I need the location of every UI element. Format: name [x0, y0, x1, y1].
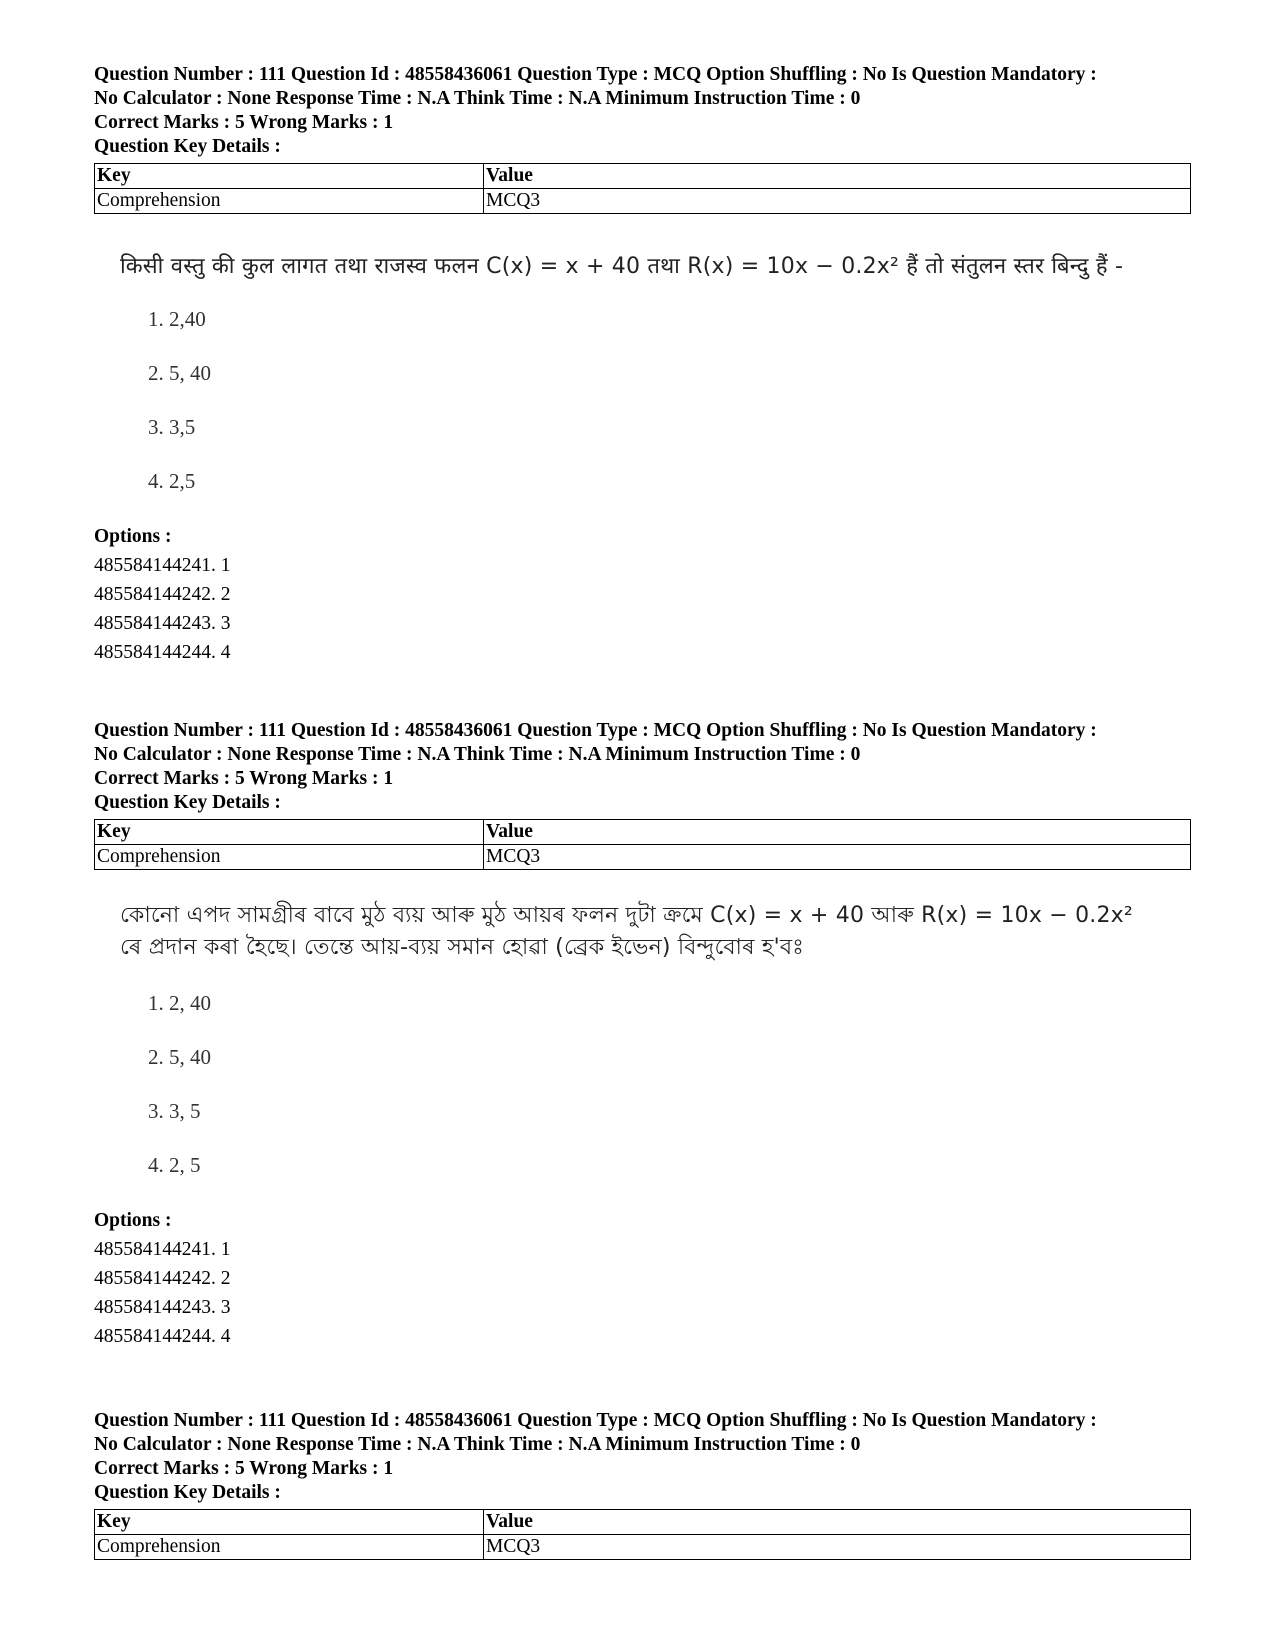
question-options — [148, 292, 1194, 508]
question-text — [120, 250, 1194, 280]
option-line: 485584144242. 2 — [94, 1268, 231, 1289]
question-option: 2. 5, 40 — [148, 361, 211, 385]
cell-value: MCQ3 — [484, 189, 1191, 214]
question-option: 2. 5, 40 — [148, 1045, 211, 1069]
key-details-table — [94, 819, 1191, 870]
header-value: Value — [484, 1510, 1191, 1535]
question-option: 3. 3,5 — [148, 415, 196, 439]
key-details-table — [94, 163, 1191, 214]
question-text — [120, 900, 1194, 964]
question-option: 1. 2,40 — [148, 307, 206, 331]
question-meta — [94, 719, 1194, 815]
cell-value: MCQ3 — [484, 1535, 1191, 1560]
key-details-heading: Question Key Details : — [94, 1482, 281, 1503]
cell-key: Comprehension — [95, 845, 484, 870]
options-label: Options : — [94, 1210, 172, 1231]
option-line: 485584144244. 4 — [94, 1326, 231, 1347]
option-line: 485584144242. 2 — [94, 584, 231, 605]
question-line: ৰে প্ৰদান কৰা হৈছে। তেন্তে আয়-ব্যয় সমান হোৱা (ব্ৰেক ইভেন) বিন্দুবোৰ হ'বঃ — [120, 935, 805, 960]
header-key: Key — [95, 820, 484, 845]
question-option: 4. 2,5 — [148, 469, 196, 493]
question-option: 1. 2, 40 — [148, 991, 211, 1015]
table-row — [95, 845, 1191, 870]
table-row — [95, 189, 1191, 214]
question-line: কোনো এপদ সামগ্ৰীৰ বাবে মুঠ ব্যয় আৰু মুঠ আয়ৰ ফলন দুটা ক্ৰমে C(x) = x + 40 আৰু R(x) = 10x − 0.2x² — [120, 903, 1133, 928]
cell-value: MCQ3 — [484, 845, 1191, 870]
meta-line-1: Question Number : 111 Question Id : 48558436061 Question Type : MCQ Option Shuffling : No Is Question Mandatory : — [94, 1410, 1097, 1431]
question-line: किसी वस्तु की कुल लागत तथा राजस्व फलन C(x) = x + 40 तथा R(x) = 10x − 0.2x² हैं तो संतुलन स्तर बिन्दु हैं - — [120, 254, 1124, 279]
marks-line: Correct Marks : 5 Wrong Marks : 1 — [94, 112, 394, 133]
header-key: Key — [95, 164, 484, 189]
header-value: Value — [484, 820, 1191, 845]
meta-line-2: No Calculator : None Response Time : N.A Think Time : N.A Minimum Instruction Time : 0 — [94, 744, 861, 765]
question-block-2 — [94, 719, 1194, 1351]
key-details-heading: Question Key Details : — [94, 792, 281, 813]
cell-key: Comprehension — [95, 189, 484, 214]
meta-line-2: No Calculator : None Response Time : N.A Think Time : N.A Minimum Instruction Time : 0 — [94, 1434, 861, 1455]
question-option: 3. 3, 5 — [148, 1099, 201, 1123]
option-line: 485584144244. 4 — [94, 642, 231, 663]
question-meta — [94, 1409, 1194, 1505]
header-value: Value — [484, 164, 1191, 189]
meta-line-1: Question Number : 111 Question Id : 48558436061 Question Type : MCQ Option Shuffling : No Is Question Mandatory : — [94, 720, 1097, 741]
header-key: Key — [95, 1510, 484, 1535]
option-line: 485584144243. 3 — [94, 613, 231, 634]
marks-line: Correct Marks : 5 Wrong Marks : 1 — [94, 1458, 394, 1479]
question-option: 4. 2, 5 — [148, 1153, 201, 1177]
option-line: 485584144241. 1 — [94, 1239, 231, 1260]
key-details-table — [94, 1509, 1191, 1560]
question-meta — [94, 63, 1194, 159]
table-header-row — [95, 820, 1191, 845]
meta-line-2: No Calculator : None Response Time : N.A Think Time : N.A Minimum Instruction Time : 0 — [94, 88, 861, 109]
table-row — [95, 1535, 1191, 1560]
cell-key: Comprehension — [95, 1535, 484, 1560]
table-header-row — [95, 164, 1191, 189]
question-block-3 — [94, 1409, 1194, 1560]
table-header-row — [95, 1510, 1191, 1535]
option-line: 485584144241. 1 — [94, 555, 231, 576]
question-options — [148, 976, 1194, 1192]
options-label: Options : — [94, 526, 172, 547]
question-block-1 — [94, 63, 1194, 667]
key-details-heading: Question Key Details : — [94, 136, 281, 157]
meta-line-1: Question Number : 111 Question Id : 48558436061 Question Type : MCQ Option Shuffling : No Is Question Mandatory : — [94, 64, 1097, 85]
option-line: 485584144243. 3 — [94, 1297, 231, 1318]
marks-line: Correct Marks : 5 Wrong Marks : 1 — [94, 768, 394, 789]
